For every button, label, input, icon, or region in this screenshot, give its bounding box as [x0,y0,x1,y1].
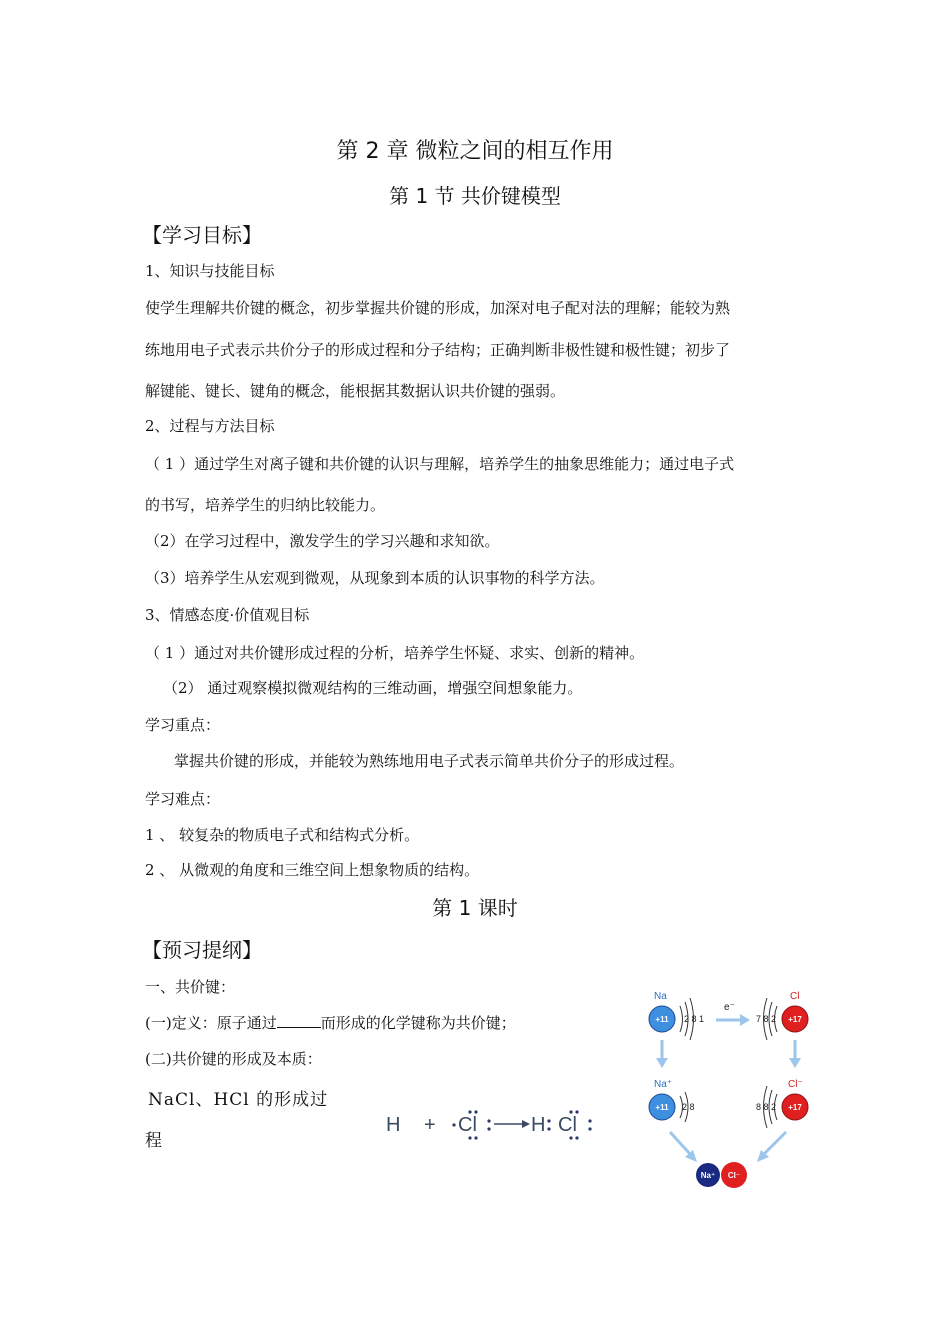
hcl-formation-equation [382,1100,604,1148]
objective-3-line: （ 1 ）通过对共价键形成过程的分析，培养学生怀疑、求实、创新的精神。 [145,644,645,662]
difficult-point-item: 1 、 较复杂的物质电子式和结构式分析。 [145,826,420,844]
objective-1-line: 练地用电子式表示共价分子的形成过程和分子结构；正确判断非极性键和极性键；初步了 [145,341,731,359]
down-arrow-icon [789,1040,801,1068]
definition-prefix: (一)定义：原子通过 [145,1014,277,1032]
preview-header: 【预习提纲】 [142,938,262,962]
fill-in-blank[interactable] [277,1013,321,1028]
na-nucleus-charge: +11 [655,1015,669,1024]
cl-nucleus-charge: +17 [788,1015,802,1024]
definition-line [145,1012,516,1033]
objective-2-title: 2、过程与方法目标 [145,417,275,435]
na-ion-shell-electrons: 2 8 [682,1102,695,1112]
cl-shell-electrons: 7 8 2 [756,1014,777,1024]
difficult-point-item: 2 、 从微观的角度和三维空间上想象物质的结构。 [145,861,480,879]
cl-ion-charge: +17 [788,1103,802,1112]
cl-ion-shell-electrons: 8 8 2 [756,1102,777,1112]
key-points-title: 学习重点： [145,716,221,734]
objective-1-line: 使学生理解共价键的概念，初步掌握共价键的形成，加深对电子配对法的理解；能较为熟 [145,299,731,317]
objective-2-line: （2）在学习过程中，激发学生的学习兴趣和求知欲。 [145,532,500,550]
na-label: Na [654,991,667,1002]
diagonal-arrow-icon [670,1132,697,1162]
cl-ion-label: Cl⁻ [788,1079,803,1090]
objectives-header: 【学习目标】 [142,223,262,247]
nacl-formation-diagram [640,984,820,1194]
diagonal-arrow-icon [757,1132,786,1162]
objective-2-line: （3）培养学生从宏观到微观，从现象到本质的认识事物的科学方法。 [145,569,605,587]
cl-label: Cl [790,991,800,1002]
objective-1-title: 1、知识与技能目标 [145,262,275,280]
objective-1-line: 解键能、键长、键角的概念，能根据其数据认识共价键的强弱。 [145,382,566,400]
preview-line: 程 [145,1131,163,1151]
objective-3-line: （2） 通过观察模拟微观结构的三维动画，增强空间想象能力。 [163,679,583,697]
definition-suffix: 而形成的化学键称为共价键； [320,1014,516,1032]
preview-line: (二)共价键的形成及本质： [145,1050,322,1068]
preview-line: NaCl、HCl 的形成过 [148,1090,329,1110]
h-atom-label: H [386,1114,401,1136]
na-ion-label: Na⁺ [654,1079,673,1090]
product-na-label: Na⁺ [700,1171,716,1180]
cl-atom-label: Cl [458,1114,477,1136]
lesson-title: 第 1 课时 [432,896,518,920]
arrow-icon [494,1120,530,1128]
key-points-text: 掌握共价键的形成，并能较为熟练地用电子式表示简单共价分子的形成过程。 [174,752,685,770]
chapter-title: 第 2 章 微粒之间的相互作用 [336,139,614,164]
product-cl-label: Cl⁻ [727,1171,741,1180]
plus-sign: + [424,1114,436,1136]
down-arrow-icon [656,1040,668,1068]
transfer-arrow-icon [716,1014,750,1026]
na-ion-charge: +11 [655,1103,669,1112]
objective-2-line: 的书写，培养学生的归纳比较能力。 [145,496,386,514]
section-title: 第 1 节 共价键模型 [389,184,561,208]
difficult-points-title: 学习难点： [145,790,221,808]
objective-2-line: （ 1 ）通过学生对离子键和共价键的认识与理解，培养学生的抽象思维能力；通过电子式 [145,455,735,473]
electron-label: e⁻ [724,1002,735,1013]
na-shell-electrons: 2 8 1 [684,1014,705,1024]
preview-line: 一、共价键： [145,978,236,996]
h-bonded-label: H [531,1114,546,1136]
cl-bonded-label: Cl [558,1114,577,1136]
objective-3-title: 3、情感态度·价值观目标 [145,606,310,624]
